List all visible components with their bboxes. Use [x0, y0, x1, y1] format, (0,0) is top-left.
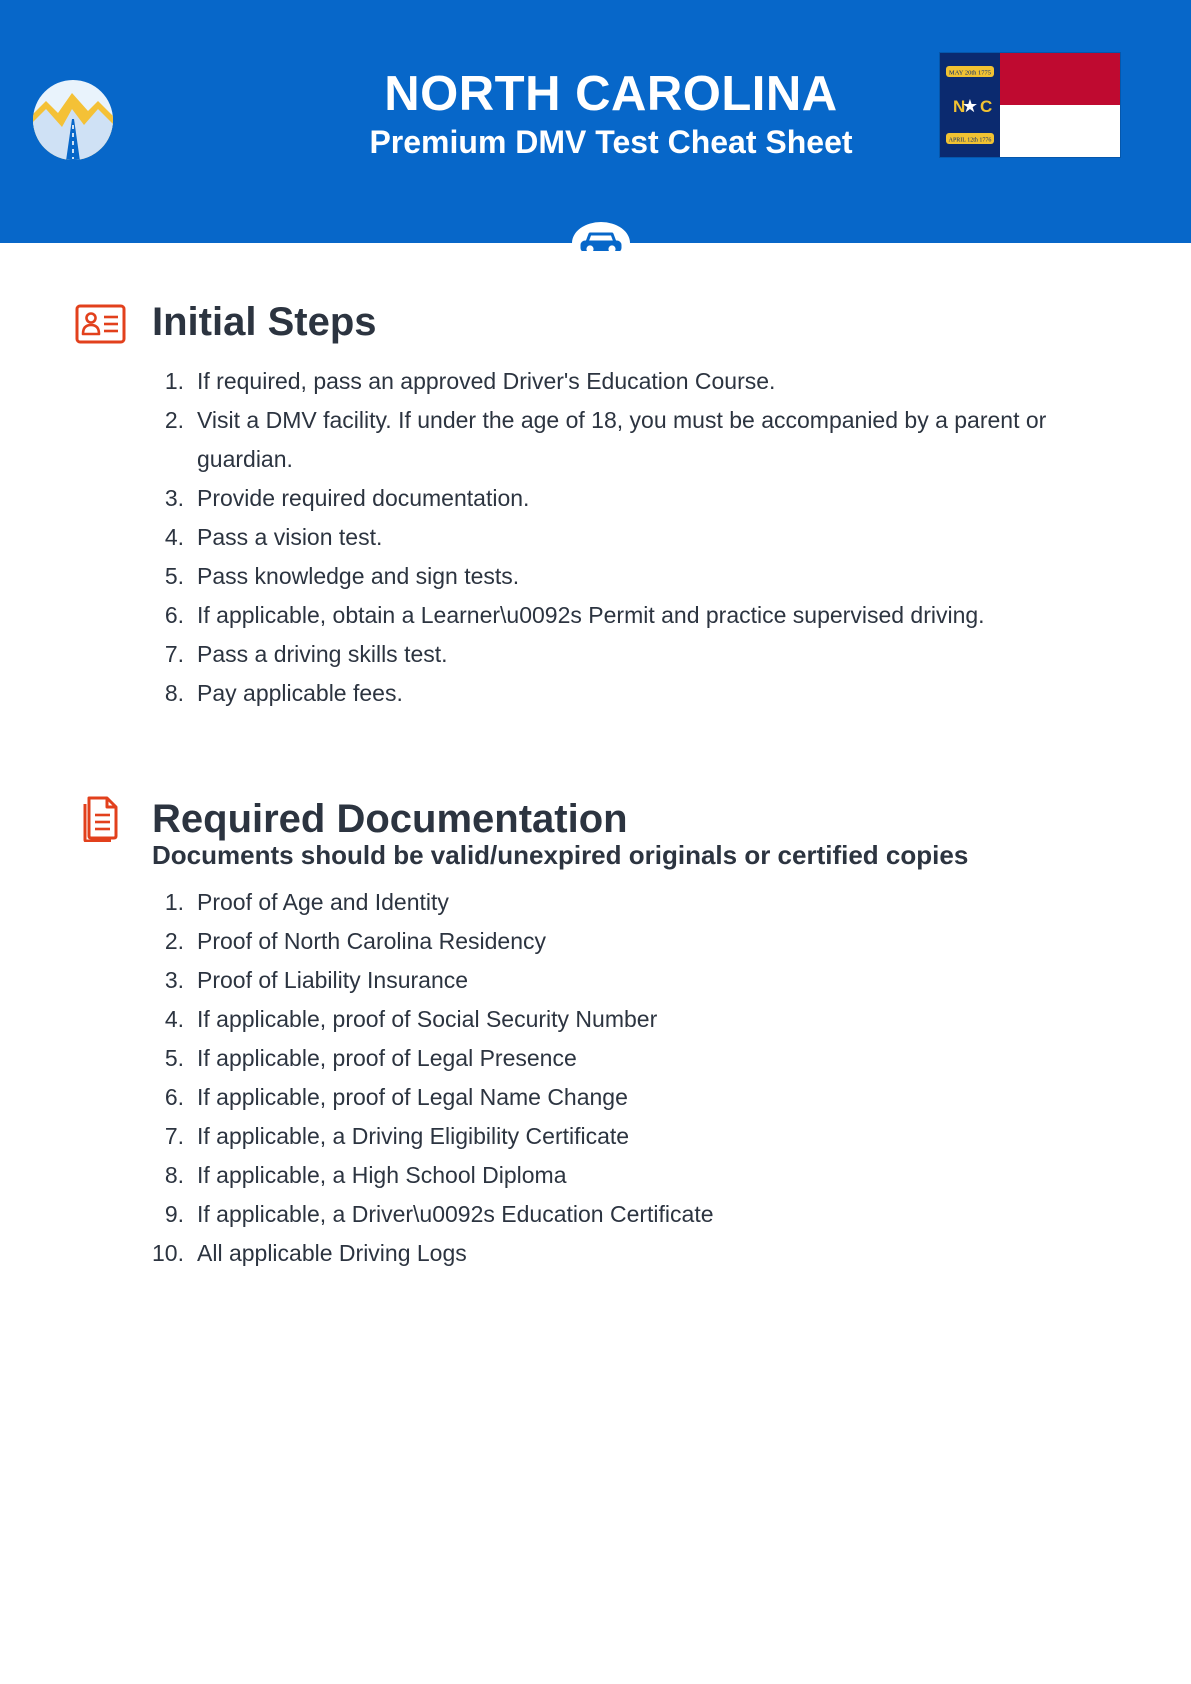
- list-item-number: 3.: [164, 485, 184, 511]
- list-item: [152, 479, 1092, 518]
- list-item-number: 10.: [152, 1240, 184, 1266]
- list-item-text: Proof of Age and Identity: [197, 889, 449, 915]
- list-item-number: 6.: [164, 602, 184, 628]
- list-item-text: Pass knowledge and sign tests.: [197, 563, 520, 589]
- id-card-icon: [75, 304, 126, 344]
- list-item-text: Proof of North Carolina Residency: [197, 928, 546, 954]
- north-carolina-flag: [940, 53, 1120, 157]
- list-item-number: 2.: [164, 407, 184, 433]
- flag-star: ★: [961, 96, 979, 117]
- list-item: [152, 1195, 1092, 1234]
- list-item-number: 5.: [164, 1045, 184, 1071]
- flag-top-ribbon-text: MAY 20th 1775: [948, 69, 992, 77]
- list-item: [152, 1039, 1092, 1078]
- required-documentation-title: Required Documentation: [152, 797, 628, 841]
- list-item-number: 8.: [164, 1162, 184, 1188]
- list-item: [152, 883, 1092, 922]
- list-item: [152, 635, 1092, 674]
- list-item-number: 2.: [164, 928, 184, 954]
- list-item-text: If required, pass an approved Driver's Education Course.: [197, 368, 776, 394]
- initial-steps-title: Initial Steps: [152, 300, 377, 344]
- list-item: [152, 518, 1092, 557]
- list-item: [152, 1234, 1092, 1273]
- list-item: [152, 961, 1092, 1000]
- list-item-text: Provide required documentation.: [197, 485, 530, 511]
- car-icon: [572, 222, 630, 264]
- required-documentation-list: [152, 883, 1092, 1273]
- list-item-number: 7.: [164, 1123, 184, 1149]
- list-item-number: 4.: [164, 524, 184, 550]
- list-item-text: If applicable, obtain a Learner\u0092s Permit and practice supervised driving.: [197, 602, 985, 628]
- list-item-text: If applicable, a High School Diploma: [197, 1162, 567, 1188]
- required-documentation-subtitle: Documents should be valid/unexpired originals or certified copies: [152, 840, 969, 870]
- list-item: [152, 362, 1092, 401]
- list-item: [152, 674, 1092, 713]
- list-item: [152, 922, 1092, 961]
- flag-white-stripe: [1000, 105, 1120, 157]
- list-item-text: If applicable, proof of Legal Name Change: [197, 1084, 628, 1110]
- flag-red-stripe: [1000, 53, 1120, 105]
- flag-letter-n: N: [953, 97, 966, 116]
- list-item-number: 7.: [164, 641, 184, 667]
- list-item: [152, 1078, 1092, 1117]
- list-item-number: 9.: [164, 1201, 184, 1227]
- list-item-number: 4.: [164, 1006, 184, 1032]
- list-item-text: If applicable, a Driving Eligibility Certificate: [197, 1123, 630, 1149]
- list-item: [152, 1000, 1092, 1039]
- list-item-number: 3.: [164, 967, 184, 993]
- list-item: [152, 401, 1092, 479]
- list-item-number: 6.: [164, 1084, 184, 1110]
- header-banner: [0, 0, 1191, 243]
- page-subtitle: Premium DMV Test Cheat Sheet: [369, 124, 853, 160]
- list-item-text: Pay applicable fees.: [197, 680, 403, 706]
- list-item-text: Visit a DMV facility. If under the age of 18, you must be accompanied by a parent or guardian.: [197, 407, 1047, 472]
- list-item-text: Proof of Liability Insurance: [197, 967, 469, 993]
- page-title: NORTH CAROLINA: [384, 67, 838, 121]
- flag-bottom-ribbon-text: APRIL 12th 1776: [948, 137, 992, 144]
- list-item-text: If applicable, proof of Legal Presence: [197, 1045, 577, 1071]
- initial-steps-list: [152, 362, 1092, 713]
- list-item: [152, 1117, 1092, 1156]
- list-item-number: 5.: [164, 563, 184, 589]
- list-item-text: Pass a vision test.: [197, 524, 383, 550]
- list-item-number: 1.: [164, 889, 184, 915]
- list-item-text: Pass a driving skills test.: [197, 641, 448, 667]
- list-item: [152, 557, 1092, 596]
- list-item-number: 1.: [164, 368, 184, 394]
- list-item-text: All applicable Driving Logs: [197, 1240, 467, 1266]
- list-item: [152, 596, 1092, 635]
- flag-letter-c: C: [980, 97, 993, 116]
- list-item: [152, 1156, 1092, 1195]
- list-item-text: If applicable, proof of Social Security Number: [197, 1006, 658, 1032]
- list-item-text: If applicable, a Driver\u0092s Education Certificate: [197, 1201, 714, 1227]
- list-item-number: 8.: [164, 680, 184, 706]
- document-icon: [81, 794, 119, 842]
